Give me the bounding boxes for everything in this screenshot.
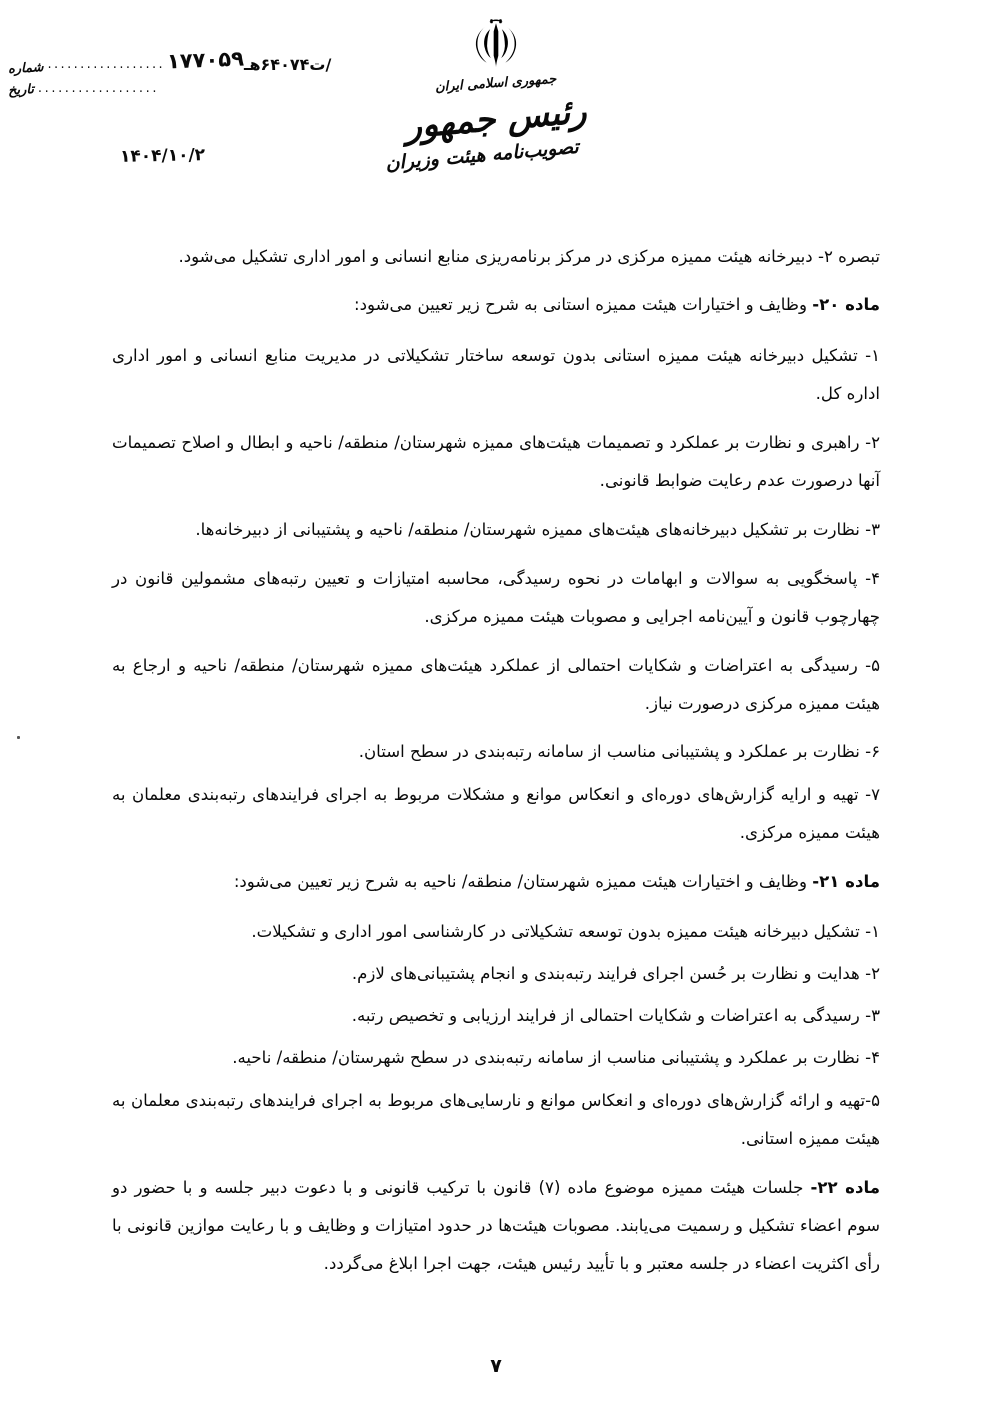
stamp-date-value: ۱۴۰۴/۱۰/۲ bbox=[119, 145, 206, 167]
scan-artifact-speck bbox=[17, 736, 20, 739]
list-item-21-1: ۱- تشکیل دبیرخانه هیئت ممیزه بدون توسعه تشکیلاتی در کارشناسی امور اداری و تشکیلات. bbox=[251, 922, 880, 941]
list-item-20-4: ۴- پاسخگویی به سوالات و ابهامات در نحوه رسیدگی، محاسبه امتیازات و تعیین رتبه‌های مشمولین قانون در چهارچوب قانون و آیین‌نامه اجرایی و مصوبات هیئت ممیزه مرکزی. bbox=[112, 569, 880, 626]
stamp-date-dots: .................. bbox=[37, 81, 160, 96]
list-item-20-7: ۷- تهیه و ارایه گزارش‌های دوره‌ای و انعکاس موانع و مشکلات مربوط به اجرای فرایندهای رتبه‌بندی معلمان به هیئت ممیزه مرکزی. bbox=[112, 785, 880, 842]
article-22-lead: ماده ۲۲- bbox=[810, 1178, 880, 1197]
article-20-heading-text: وظایف و اختیارات هیئت ممیزه استانی به شرح زیر تعیین می‌شود: bbox=[354, 295, 813, 314]
stamp-number-suffix: /ت۶۴۰۷۴هـ bbox=[243, 55, 332, 74]
document-body bbox=[112, 238, 880, 1296]
article-22-text: جلسات هیئت ممیزه موضوع ماده (۷) قانون با ترکیب قانونی و با دعوت دبیر جلسه و با حضور دو سوم اعضاء تشکیل و رسمیت می‌یابند. مصوبات هیئت‌ها در حدود امتیازات و وظایف و با رعایت موازین قانونی با رأی اکثریت اعضاء در جلسه معتبر و با تأیید رئیس هیئت، جهت اجرا ابلاغ می‌گردد. bbox=[112, 1178, 880, 1273]
article-21-heading-text: وظایف و اختیارات هیئت ممیزه شهرستان/ منطقه/ ناحیه به شرح زیر تعیین می‌شود: bbox=[233, 872, 813, 891]
stamp-number-dots: .................. bbox=[47, 57, 166, 72]
list-item-20-1: ۱- تشکیل دبیرخانه هیئت ممیزه استانی بدون توسعه ساختار تشکیلاتی در مدیریت منابع انسانی و امور اداری اداره کل. bbox=[112, 346, 880, 403]
stamp-number-label: شماره bbox=[7, 60, 44, 77]
country-caption: جمهوری اسلامی ایران bbox=[434, 71, 558, 96]
paragraph-made-22 bbox=[112, 1169, 880, 1283]
stamp-date-label: تاریخ bbox=[7, 82, 35, 99]
iran-emblem-icon bbox=[467, 14, 525, 72]
list-item-21-3: ۳- رسیدگی به اعتراضات و شکایات احتمالی از فرایند ارزیابی و تخصیص رتبه. bbox=[351, 1006, 880, 1025]
article-21-lead: ماده ۲۱- bbox=[812, 872, 880, 891]
page-number: ۷ bbox=[490, 1355, 502, 1377]
paragraph-tabsare-2: تبصره ۲- دبیرخانه هیئت ممیزه مرکزی در مرکز برنامه‌ریزی منابع انسانی و امور اداری تشکیل می‌شود. bbox=[178, 247, 880, 266]
stamp-number-value: ۱۷۷۰۵۹ bbox=[166, 46, 245, 74]
emblem-and-titles bbox=[0, 14, 992, 175]
list-item-21-4: ۴- نظارت بر عملکرد و پشتیبانی مناسب از سامانه رتبه‌بندی در سطح شهرستان/ منطقه/ ناحیه. bbox=[232, 1048, 880, 1067]
paragraph-made-21-heading bbox=[112, 863, 880, 901]
paragraph-made-20-heading bbox=[112, 286, 880, 324]
document-header bbox=[0, 0, 992, 232]
list-item-20-3: ۳- نظارت بر تشکیل دبیرخانه‌های هیئت‌های ممیزه شهرستان/ منطقه/ ناحیه و پشتیبانی از دبیرخانه‌ها. bbox=[195, 520, 880, 539]
article-20-lead: ماده ۲۰- bbox=[812, 295, 880, 314]
list-item-20-6: ۶- نظارت بر عملکرد و پشتیبانی مناسب از سامانه رتبه‌بندی در سطح استان. bbox=[358, 742, 880, 761]
president-title: رئیس جمهور bbox=[403, 91, 589, 147]
list-item-20-2: ۲- راهبری و نظارت بر عملکرد و تصمیمات هیئت‌های ممیزه شهرستان/ منطقه/ ناحیه و ابطال و اصلاح تصمیمات آنها درصورت عدم رعایت ضوابط قانونی. bbox=[112, 433, 880, 490]
list-item-20-5: ۵- رسیدگی به اعتراضات و شکایات احتمالی از عملکرد هیئت‌های ممیزه شهرستان/ منطقه/ ناحیه و ارجاع به هیئت ممیزه مرکزی درصورت نیاز. bbox=[112, 656, 880, 713]
list-item-21-2: ۲- هدایت و نظارت بر حُسن اجرای فرایند رتبه‌بندی و انجام پشتیبانی‌های لازم. bbox=[351, 964, 880, 983]
document-subtitle: تصویب‌نامه هیئت وزیران bbox=[384, 135, 580, 175]
list-item-21-5: ۵-تهیه و ارائه گزارش‌های دوره‌ای و انعکاس موانع و نارسایی‌های مربوط به اجرای فرایندهای رتبه‌بندی معلمان به هیئت ممیزه استانی. bbox=[112, 1091, 880, 1148]
